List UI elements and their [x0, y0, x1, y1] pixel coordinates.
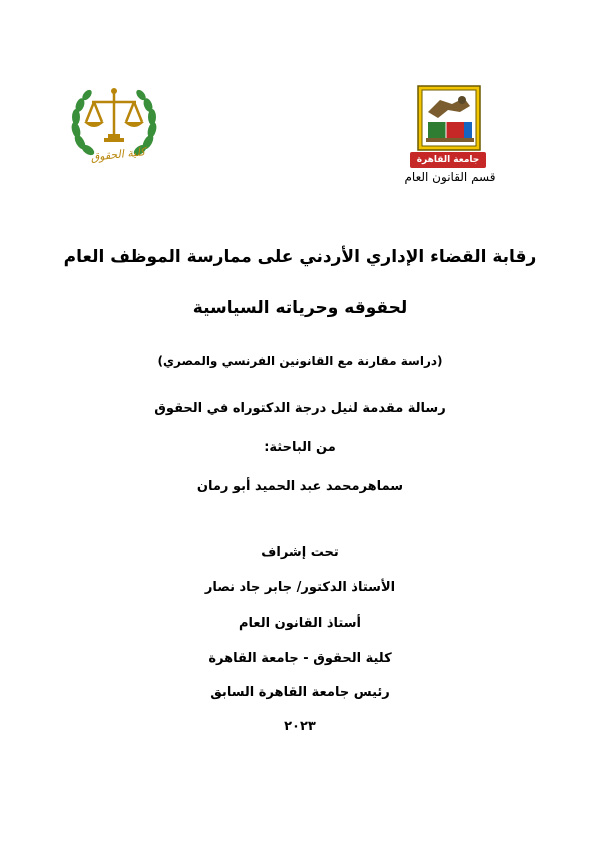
cairo-university-emblem-icon [412, 84, 486, 154]
faculty-logo-caption: كلية الحقوق [90, 145, 146, 164]
supervisor-title: أستاذ القانون العام [239, 616, 361, 631]
year: ٢٠٢٣ [284, 719, 316, 734]
researcher-label: من الباحثة: [264, 440, 336, 455]
thesis-subtitle: (دراسة مقارنة مع القانونين الفرنسي والمصري) [157, 354, 443, 368]
supervisor-name: الأستاذ الدكتور/ جابر جاد نصار [204, 580, 396, 595]
department-label: قسم القانون العام [404, 170, 496, 184]
supervision-label: تحت إشراف [261, 545, 339, 560]
supervisor-former-role: رئيس جامعة القاهرة السابق [210, 685, 390, 700]
thesis-title-line-2: لحقوقه وحرياته السياسية [192, 298, 408, 318]
thesis-title-line-1: رقابة القضاء الإداري الأردني على ممارسة الموظف العام [63, 247, 537, 267]
supervisor-faculty: كلية الحقوق - جامعة القاهرة [208, 651, 392, 666]
researcher-name: سماهرمحمد عبد الحميد أبو رمان [196, 479, 404, 494]
university-badge: جامعة القاهرة [410, 152, 486, 168]
thesis-statement: رسالة مقدمة لنيل درجة الدكتوراه في الحقوق [154, 401, 446, 416]
